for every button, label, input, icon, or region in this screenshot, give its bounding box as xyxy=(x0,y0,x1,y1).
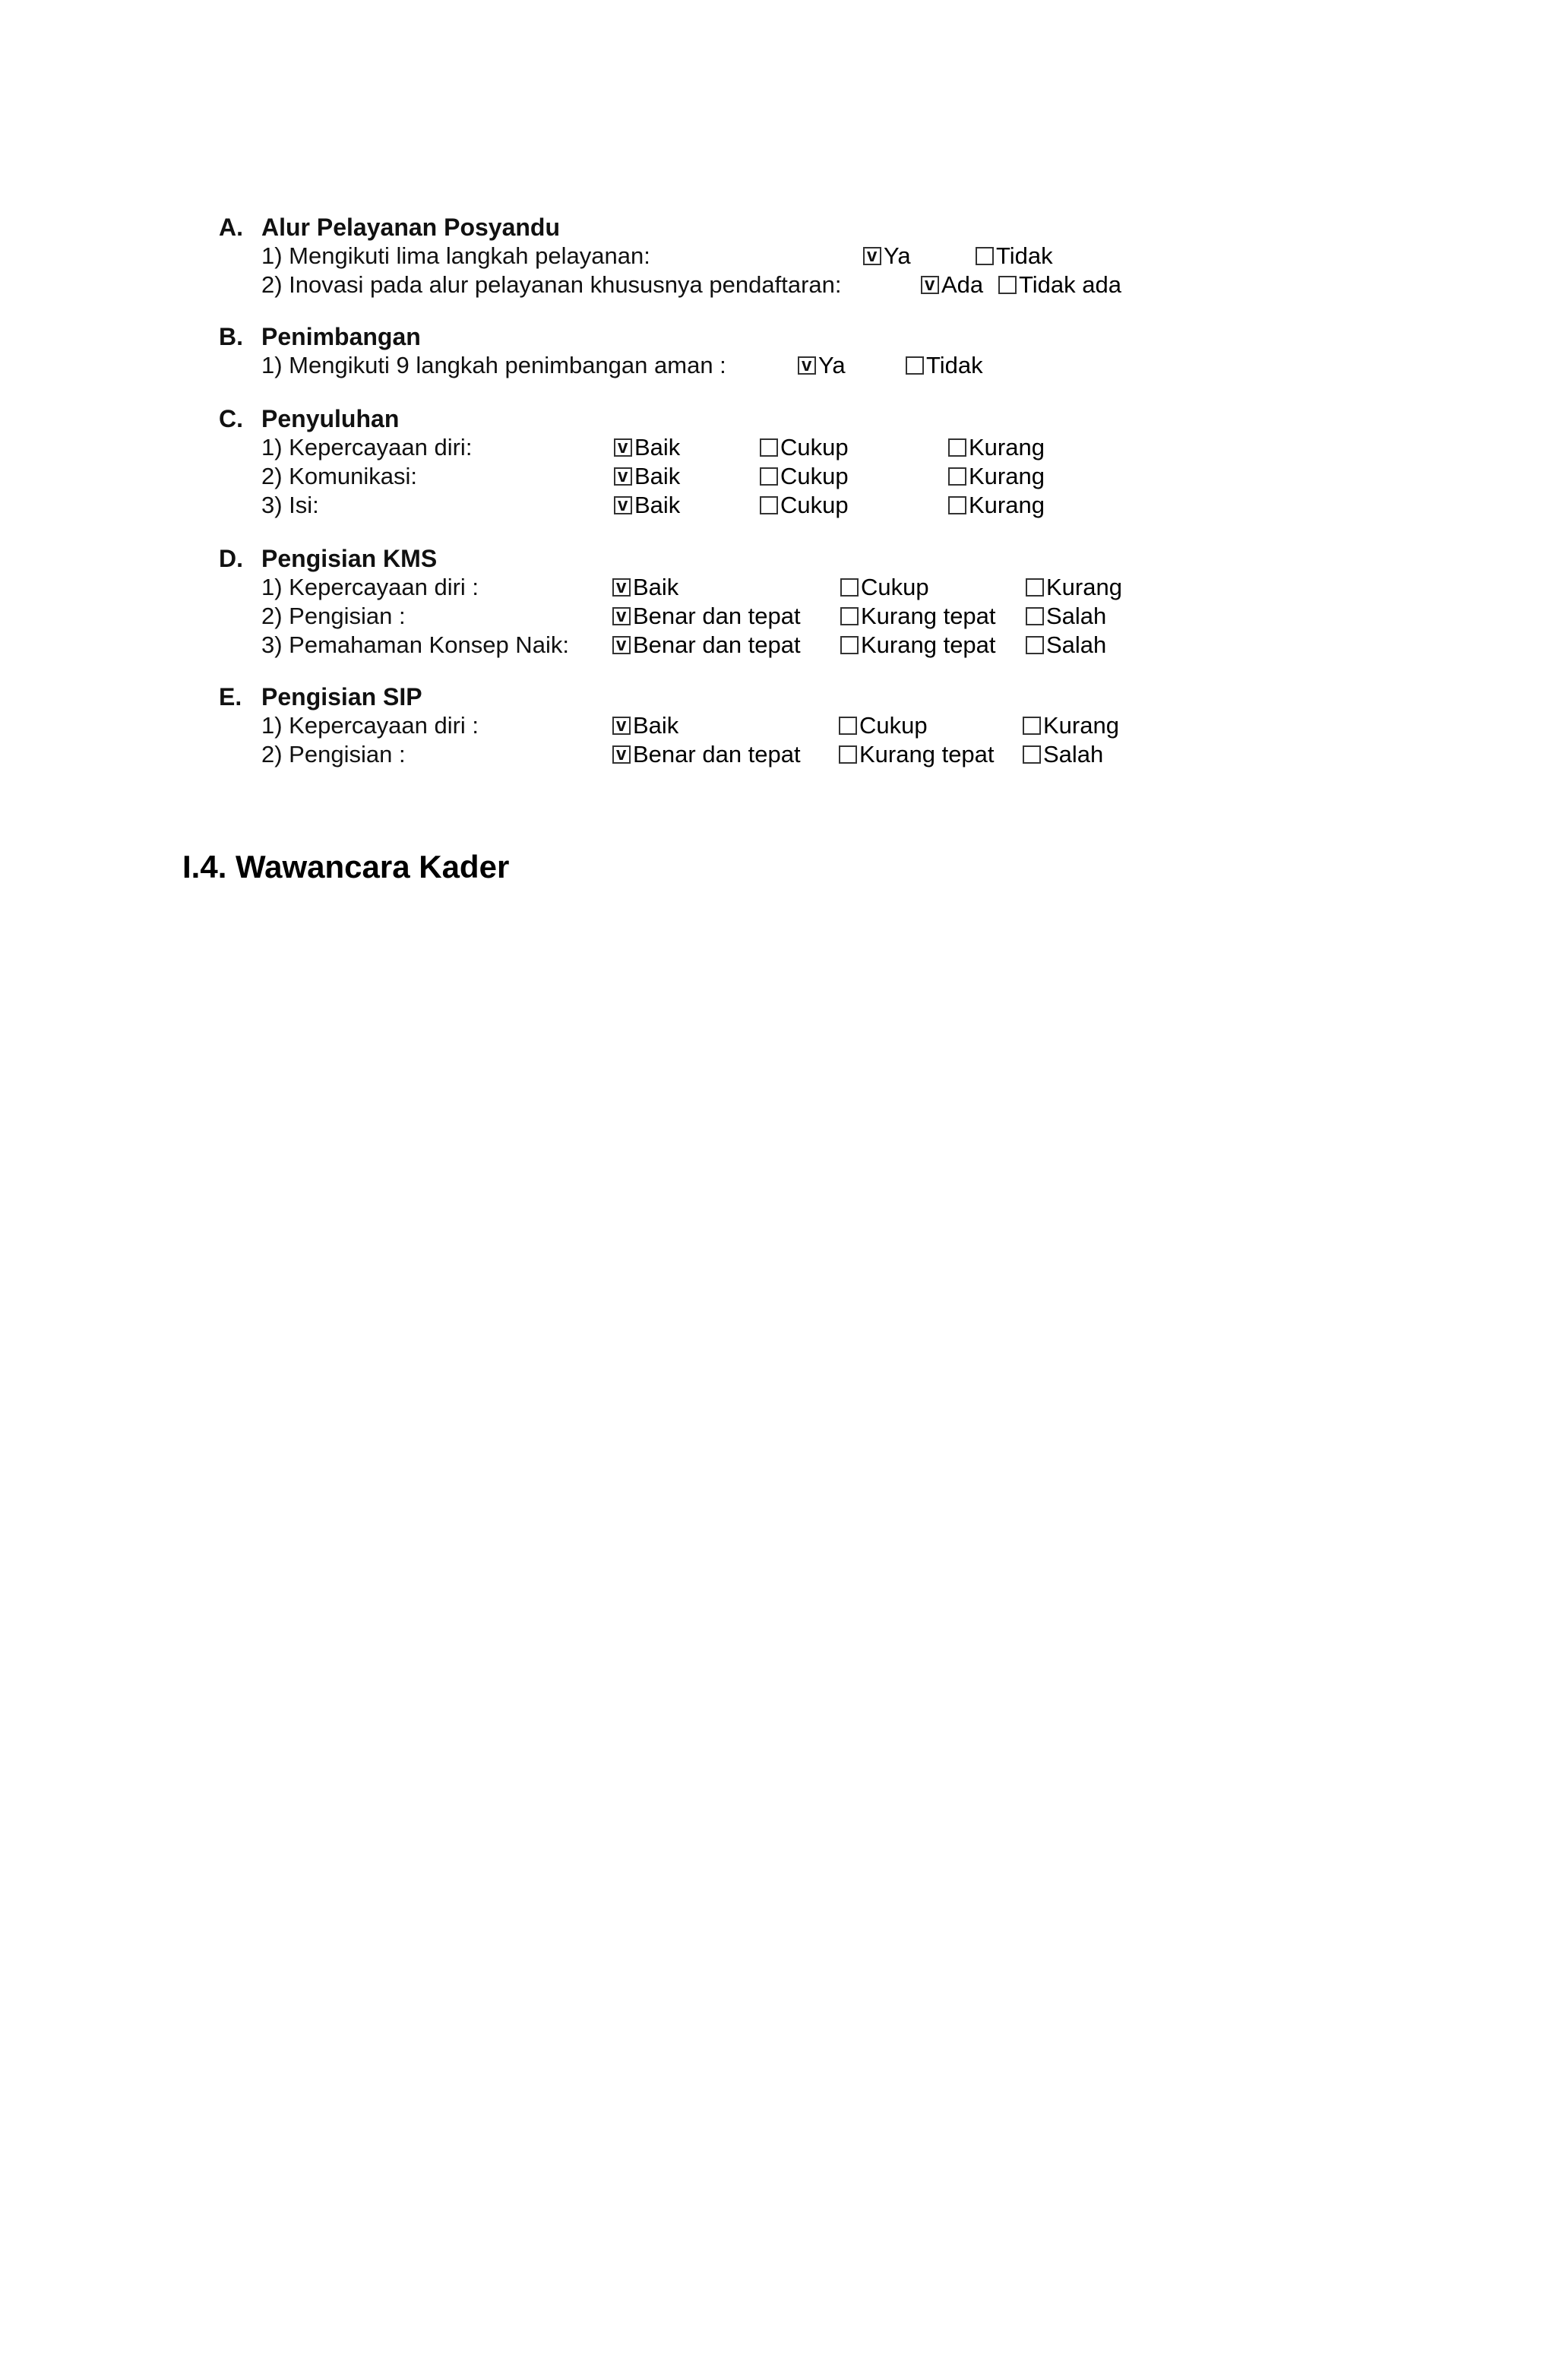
checkbox-icon[interactable] xyxy=(760,438,778,457)
option-label: Ya xyxy=(818,352,846,378)
option-label: Baik xyxy=(634,434,681,460)
option-label: Cukup xyxy=(780,434,849,460)
checkbox-icon[interactable] xyxy=(798,356,816,375)
checkbox-icon[interactable] xyxy=(1023,745,1041,764)
checkbox-icon[interactable] xyxy=(839,745,857,764)
section-e-item-1-label: 1) Kepercayaan diri : xyxy=(261,712,479,739)
section-e-title: Pengisian SIP xyxy=(261,683,422,711)
option-label: Salah xyxy=(1046,603,1107,629)
section-d-item-1-option-kurang[interactable] xyxy=(1026,573,1122,602)
option-label: Kurang xyxy=(969,492,1045,518)
checkbox-icon[interactable] xyxy=(612,578,631,597)
section-a-title: Alur Pelayanan Posyandu xyxy=(261,214,561,241)
checkbox-icon[interactable] xyxy=(612,717,631,735)
section-b-item-1-option-ya[interactable] xyxy=(798,351,846,380)
option-label: Cukup xyxy=(780,492,849,518)
checkbox-icon[interactable] xyxy=(906,356,924,375)
option-label: Benar dan tepat xyxy=(633,741,801,767)
option-label: Baik xyxy=(634,492,681,518)
section-e-item-2-option-kurang-tepat[interactable] xyxy=(839,740,995,769)
checkbox-icon[interactable] xyxy=(840,636,859,654)
checkbox-icon[interactable] xyxy=(1026,578,1044,597)
option-label: Kurang tepat xyxy=(859,741,995,767)
section-d-item-2-option-benar[interactable] xyxy=(612,602,801,631)
section-c-title: Penyuluhan xyxy=(261,405,400,432)
option-label: Baik xyxy=(633,712,679,739)
section-e-item-1-option-cukup[interactable] xyxy=(839,711,928,740)
section-c-item-1-option-cukup[interactable] xyxy=(760,433,849,462)
section-d-title: Pengisian KMS xyxy=(261,545,438,572)
checkbox-icon[interactable] xyxy=(760,496,778,514)
option-label: Cukup xyxy=(861,574,929,600)
checkbox-icon[interactable] xyxy=(614,438,632,457)
checkbox-icon[interactable] xyxy=(998,276,1017,294)
section-e-item-1-option-baik[interactable] xyxy=(612,711,678,740)
checkbox-icon[interactable] xyxy=(921,276,939,294)
section-a-item-2-option-tidak-ada[interactable] xyxy=(998,271,1121,299)
section-c-letter: C. xyxy=(219,405,243,432)
section-b-item-1-option-tidak[interactable] xyxy=(906,351,983,380)
checkbox-icon[interactable] xyxy=(760,467,778,486)
section-d-item-1-option-cukup[interactable] xyxy=(840,573,929,602)
section-b-item-1-label: 1) Mengikuti 9 langkah penimbangan aman : xyxy=(261,352,726,378)
section-e-letter: E. xyxy=(219,683,242,711)
section-d-item-2-label: 2) Pengisian : xyxy=(261,603,406,629)
section-c-item-1-label: 1) Kepercayaan diri: xyxy=(261,434,473,460)
checkbox-icon[interactable] xyxy=(976,247,994,265)
section-d-item-3-option-benar[interactable] xyxy=(612,631,801,660)
checkbox-icon[interactable] xyxy=(614,496,632,514)
section-c-item-3-label: 3) Isi: xyxy=(261,492,319,518)
section-c-item-2-option-kurang[interactable] xyxy=(948,462,1045,491)
checkbox-icon[interactable] xyxy=(612,636,631,654)
section-c-item-2-option-baik[interactable] xyxy=(614,462,680,491)
section-c-item-3-option-kurang[interactable] xyxy=(948,491,1045,520)
section-d-letter: D. xyxy=(219,545,243,572)
option-label: Ada xyxy=(941,271,984,298)
section-d-item-3-option-salah[interactable] xyxy=(1026,631,1106,660)
section-d-item-1-option-baik[interactable] xyxy=(612,573,678,602)
option-label: Tidak ada xyxy=(1019,271,1121,298)
section-d-item-2-option-salah[interactable] xyxy=(1026,602,1106,631)
checkbox-icon[interactable] xyxy=(614,467,632,486)
section-b-letter: B. xyxy=(219,323,243,350)
section-c-item-2-option-cukup[interactable] xyxy=(760,462,849,491)
checkbox-icon[interactable] xyxy=(840,607,859,625)
section-c-item-1-option-kurang[interactable] xyxy=(948,433,1045,462)
option-label: Cukup xyxy=(780,463,849,489)
checkbox-icon[interactable] xyxy=(839,717,857,735)
checkbox-icon[interactable] xyxy=(1026,607,1044,625)
option-label: Kurang xyxy=(1046,574,1122,600)
section-b-title: Penimbangan xyxy=(261,323,421,350)
checkbox-icon[interactable] xyxy=(1023,717,1041,735)
section-a-item-2-option-ada[interactable] xyxy=(921,271,983,299)
section-a-item-1-option-ya[interactable] xyxy=(863,242,911,271)
section-e-item-2-option-salah[interactable] xyxy=(1023,740,1103,769)
section-c-item-3-option-cukup[interactable] xyxy=(760,491,849,520)
option-label: Salah xyxy=(1043,741,1104,767)
section-a-item-1-label: 1) Mengikuti lima langkah pelayanan: xyxy=(261,242,650,269)
option-label: Benar dan tepat xyxy=(633,603,801,629)
option-label: Ya xyxy=(884,242,911,269)
option-label: Benar dan tepat xyxy=(633,631,801,658)
option-label: Kurang xyxy=(1043,712,1119,739)
section-d-item-3-label: 3) Pemahaman Konsep Naik: xyxy=(261,631,569,658)
checkbox-icon[interactable] xyxy=(612,607,631,625)
option-label: Baik xyxy=(634,463,681,489)
option-label: Baik xyxy=(633,574,679,600)
section-e-item-2-label: 2) Pengisian : xyxy=(261,741,406,767)
checkbox-icon[interactable] xyxy=(948,438,966,457)
section-c-item-1-option-baik[interactable] xyxy=(614,433,680,462)
checkbox-icon[interactable] xyxy=(948,496,966,514)
checkbox-icon[interactable] xyxy=(612,745,631,764)
section-e-item-1-option-kurang[interactable] xyxy=(1023,711,1119,740)
checkbox-icon[interactable] xyxy=(948,467,966,486)
option-label: Tidak xyxy=(996,242,1053,269)
section-d-item-3-option-kurang-tepat[interactable] xyxy=(840,631,996,660)
section-d-item-1-label: 1) Kepercayaan diri : xyxy=(261,574,479,600)
option-label: Kurang tepat xyxy=(861,603,996,629)
section-a-item-2-label: 2) Inovasi pada alur pelayanan khususnya pendaftaran: xyxy=(261,271,842,298)
option-label: Cukup xyxy=(859,712,928,739)
option-label: Kurang xyxy=(969,434,1045,460)
section-a-letter: A. xyxy=(219,214,243,241)
checkbox-icon[interactable] xyxy=(840,578,859,597)
checkbox-icon[interactable] xyxy=(863,247,881,265)
section-a-item-1-option-tidak[interactable] xyxy=(976,242,1053,271)
option-label: Salah xyxy=(1046,631,1107,658)
section-heading: I.4. Wawancara Kader xyxy=(182,849,510,885)
section-d-item-2-option-kurang-tepat[interactable] xyxy=(840,602,996,631)
option-label: Kurang xyxy=(969,463,1045,489)
checkbox-icon[interactable] xyxy=(1026,636,1044,654)
section-c-item-2-label: 2) Komunikasi: xyxy=(261,463,418,489)
option-label: Tidak xyxy=(926,352,983,378)
option-label: Kurang tepat xyxy=(861,631,996,658)
section-e-item-2-option-benar[interactable] xyxy=(612,740,801,769)
section-c-item-3-option-baik[interactable] xyxy=(614,491,680,520)
